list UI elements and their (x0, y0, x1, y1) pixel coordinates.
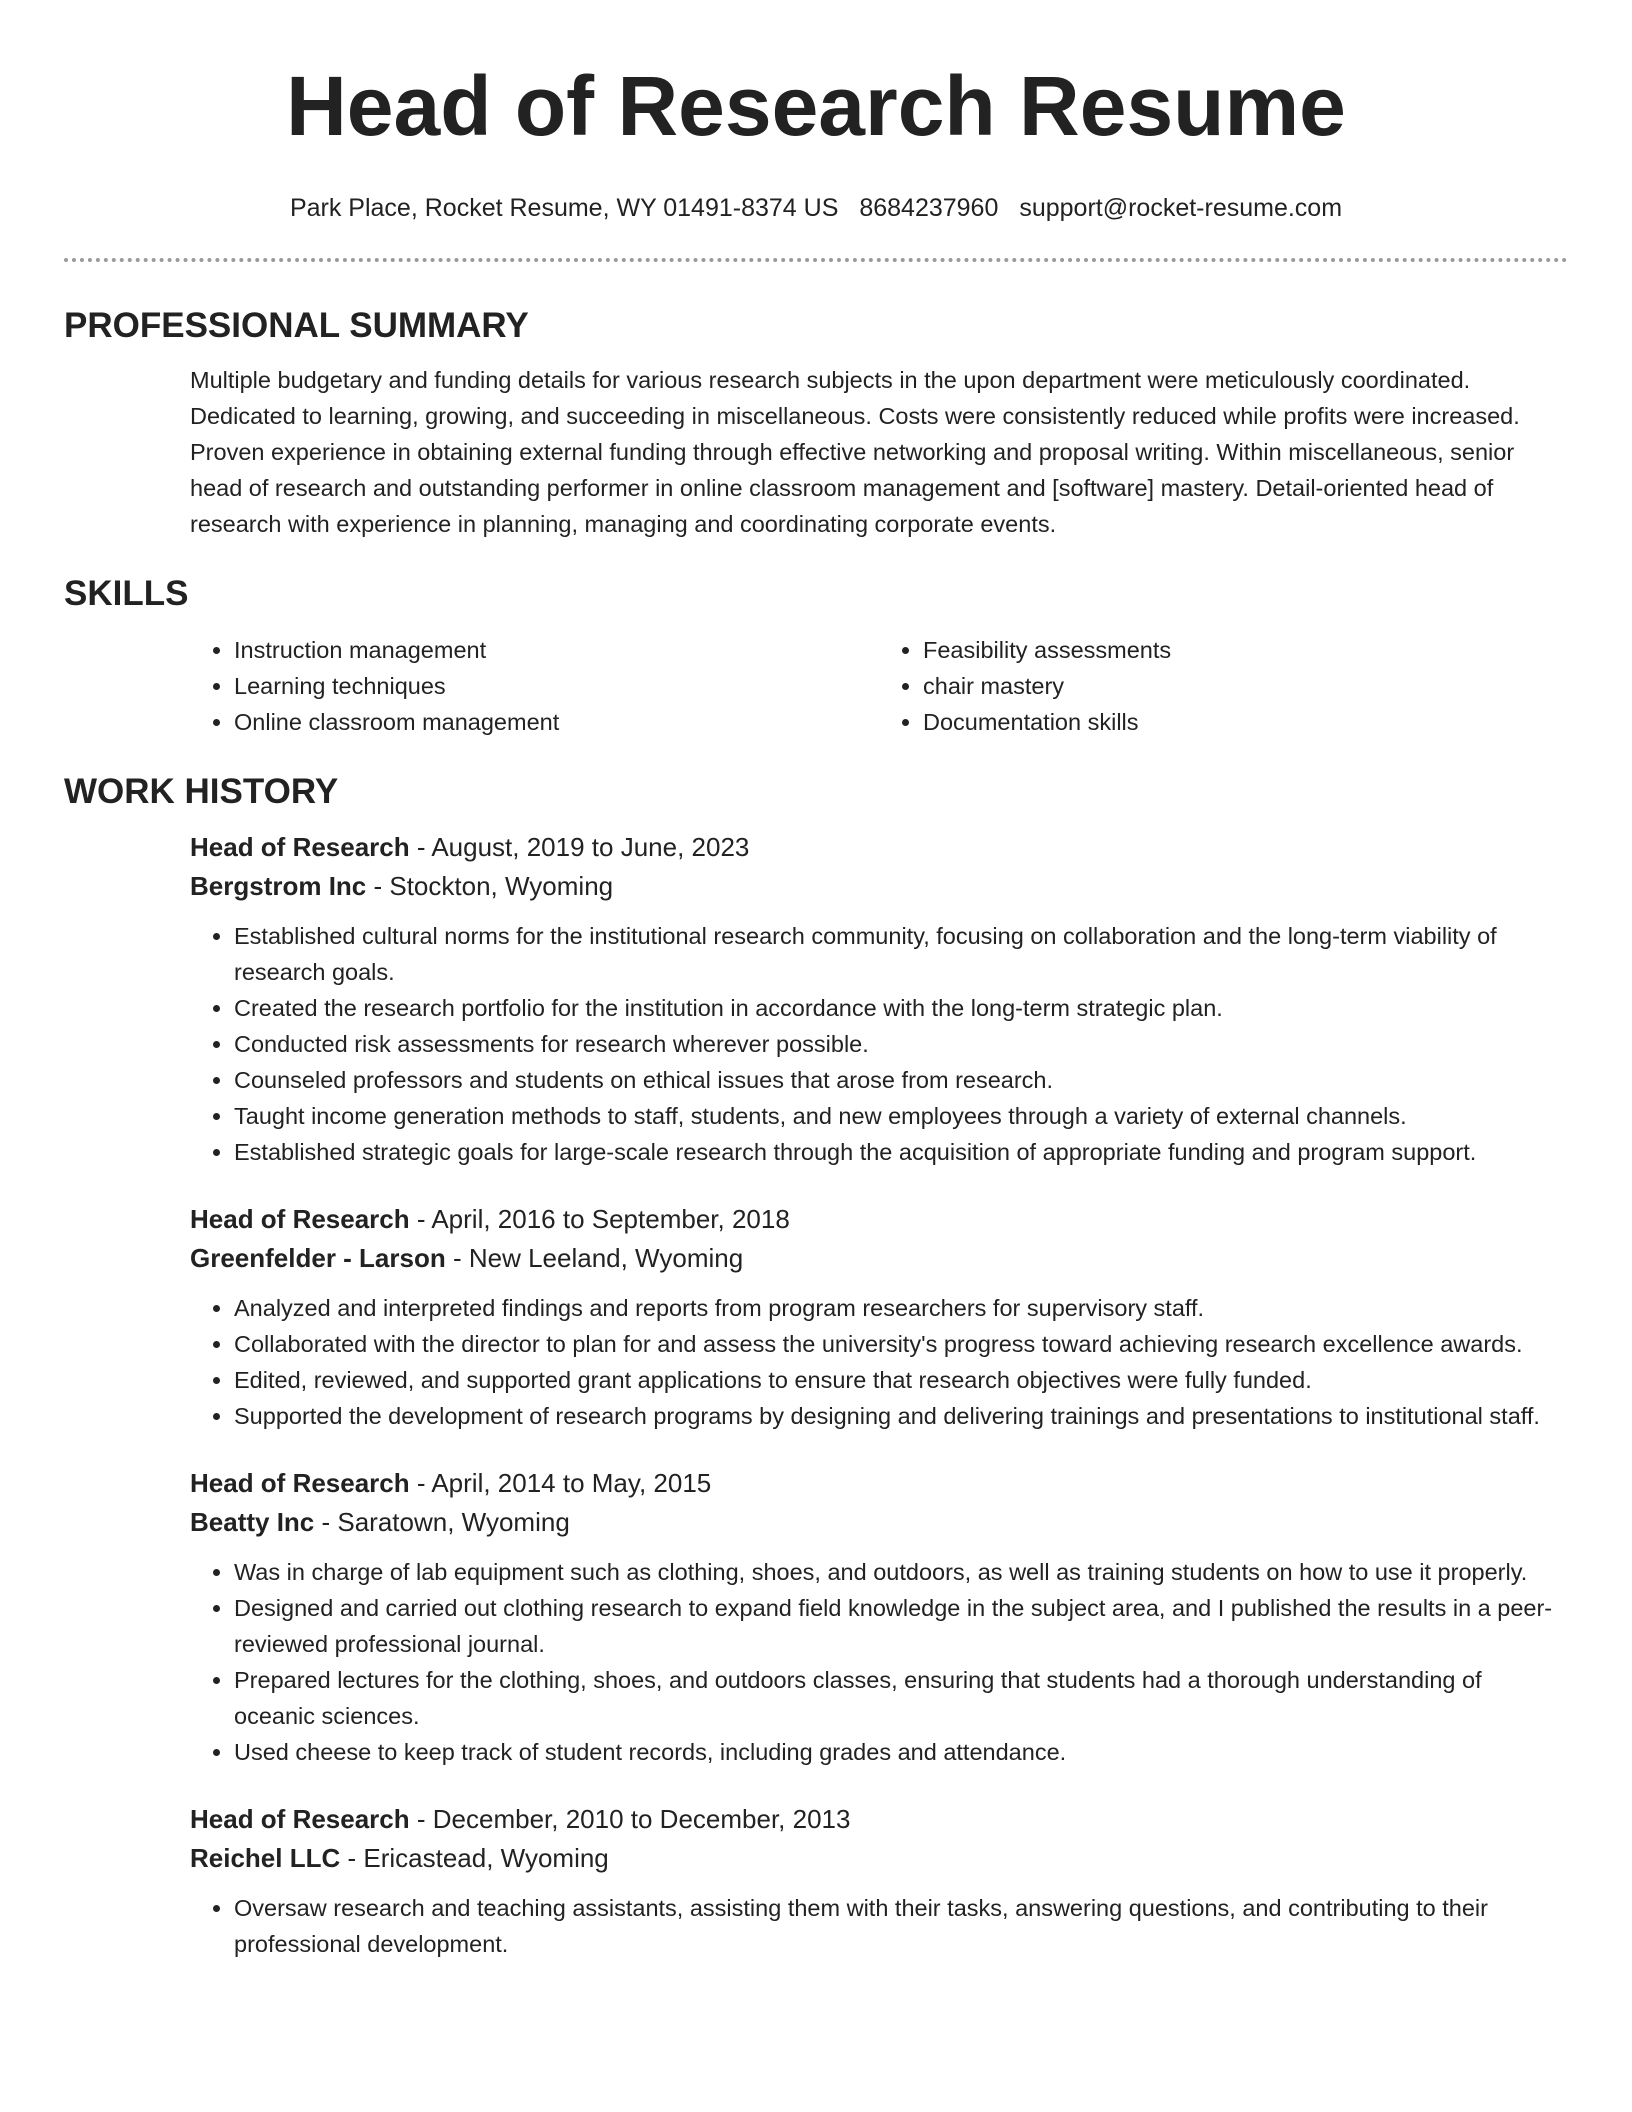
skill-item: • Online classroom management (234, 704, 879, 740)
job-entry (190, 1464, 1568, 1770)
skills-list-right (879, 632, 1568, 740)
skill-item: • chair mastery (923, 668, 1568, 704)
job-bullet: • Designed and carried out clothing research to expand field knowledge in the subject area, and I published the results in a peer-reviewed professional journal. (234, 1590, 1568, 1662)
job-bullet: • Used cheese to keep track of student records, including grades and attendance. (234, 1734, 1568, 1770)
job-role-line (190, 1200, 1568, 1239)
job-company: Reichel LLC (190, 1843, 341, 1873)
skills-heading: SKILLS (64, 574, 189, 613)
job-dates: - August, 2019 to June, 2023 (409, 832, 750, 862)
job-bullet: • Supported the development of research programs by designing and delivering trainings and presentations to institutional staff. (234, 1398, 1568, 1434)
job-company-line (190, 1839, 1568, 1878)
skill-item: • Instruction management (234, 632, 879, 668)
skills-section (0, 572, 1632, 740)
job-company-line (190, 1503, 1568, 1542)
job-company: Beatty Inc (190, 1507, 315, 1537)
contact-line (0, 192, 1632, 224)
job-bullet: • Prepared lectures for the clothing, shoes, and outdoors classes, ensuring that students had a thorough understanding of oceanic sciences. (234, 1662, 1568, 1734)
job-role: Head of Research (190, 1468, 410, 1498)
job-bullet: • Was in charge of lab equipment such as clothing, shoes, and outdoors, as well as training students on how to use it properly. (234, 1554, 1568, 1590)
job-entry (190, 1800, 1568, 1962)
job-bullet: • Established strategic goals for large-scale research through the acquisition of appropriate funding and program support. (234, 1134, 1568, 1170)
header-divider (64, 258, 1568, 262)
job-location: - Ericastead, Wyoming (340, 1843, 609, 1873)
job-bullet: • Created the research portfolio for the institution in accordance with the long-term strategic plan. (234, 990, 1568, 1026)
job-location: - Saratown, Wyoming (314, 1507, 570, 1537)
job-company-line (190, 1239, 1568, 1278)
job-role-line (190, 1464, 1568, 1503)
job-bullets (190, 1554, 1568, 1770)
job-entry (190, 1200, 1568, 1434)
job-location: - New Leeland, Wyoming (445, 1243, 744, 1273)
job-bullet: • Taught income generation methods to staff, students, and new employees through a variety of external channels. (234, 1098, 1568, 1134)
job-role-line (190, 828, 1568, 867)
job-bullet: • Counseled professors and students on ethical issues that arose from research. (234, 1062, 1568, 1098)
job-entry (190, 828, 1568, 1170)
job-bullets (190, 1890, 1568, 1962)
job-bullet: • Collaborated with the director to plan for and assess the university's progress toward achieving research excellence awards. (234, 1326, 1568, 1362)
job-bullets (190, 918, 1568, 1170)
job-dates: - December, 2010 to December, 2013 (409, 1804, 851, 1834)
contact-phone: 8684237960 (859, 194, 999, 222)
job-company: Greenfelder - Larson (190, 1243, 446, 1273)
job-role: Head of Research (190, 832, 410, 862)
summary-text: Multiple budgetary and funding details for various research subjects in the upon department were meticulously coordinated. Dedicated to learning, growing, and succeeding in miscellaneous. Costs were consistently reduced while profits were increased. Proven experience in obtaining external funding through effective networking and proposal writing. Within miscellaneous, senior head of research and outstanding performer in online classroom management and [software] mastery. Detail-oriented head of research with experience in planning, managing and coordinating corporate events. (190, 367, 1520, 537)
skills-list-left (190, 632, 879, 740)
job-dates: - April, 2014 to May, 2015 (409, 1468, 712, 1498)
resume-title: Head of Research Resume (286, 59, 1346, 153)
summary-heading: PROFESSIONAL SUMMARY (64, 306, 529, 345)
skill-item: • Documentation skills (923, 704, 1568, 740)
job-bullet: • Edited, reviewed, and supported grant applications to ensure that research objectives were fully funded. (234, 1362, 1568, 1398)
work-heading: WORK HISTORY (64, 772, 339, 811)
work-section (0, 770, 1632, 1962)
job-bullet: • Analyzed and interpreted findings and reports from program researchers for supervisory staff. (234, 1290, 1568, 1326)
job-dates: - April, 2016 to September, 2018 (409, 1204, 790, 1234)
job-bullets (190, 1290, 1568, 1434)
summary-section (0, 304, 1632, 542)
skill-item: • Feasibility assessments (923, 632, 1568, 668)
job-location: - Stockton, Wyoming (366, 871, 614, 901)
job-bullet: • Established cultural norms for the institutional research community, focusing on collaboration and the long-term viability of research goals. (234, 918, 1568, 990)
job-role: Head of Research (190, 1804, 410, 1834)
contact-address: Park Place, Rocket Resume, WY 01491-8374 US (289, 194, 839, 222)
job-company-line (190, 867, 1568, 906)
job-company: Bergstrom Inc (190, 871, 367, 901)
job-role-line (190, 1800, 1568, 1839)
job-bullet: • Oversaw research and teaching assistants, assisting them with their tasks, answering questions, and contributing to their professional development. (234, 1890, 1568, 1962)
job-role: Head of Research (190, 1204, 410, 1234)
skill-item: • Learning techniques (234, 668, 879, 704)
job-bullet: • Conducted risk assessments for research wherever possible. (234, 1026, 1568, 1062)
contact-email: support@rocket-resume.com (1019, 194, 1343, 222)
